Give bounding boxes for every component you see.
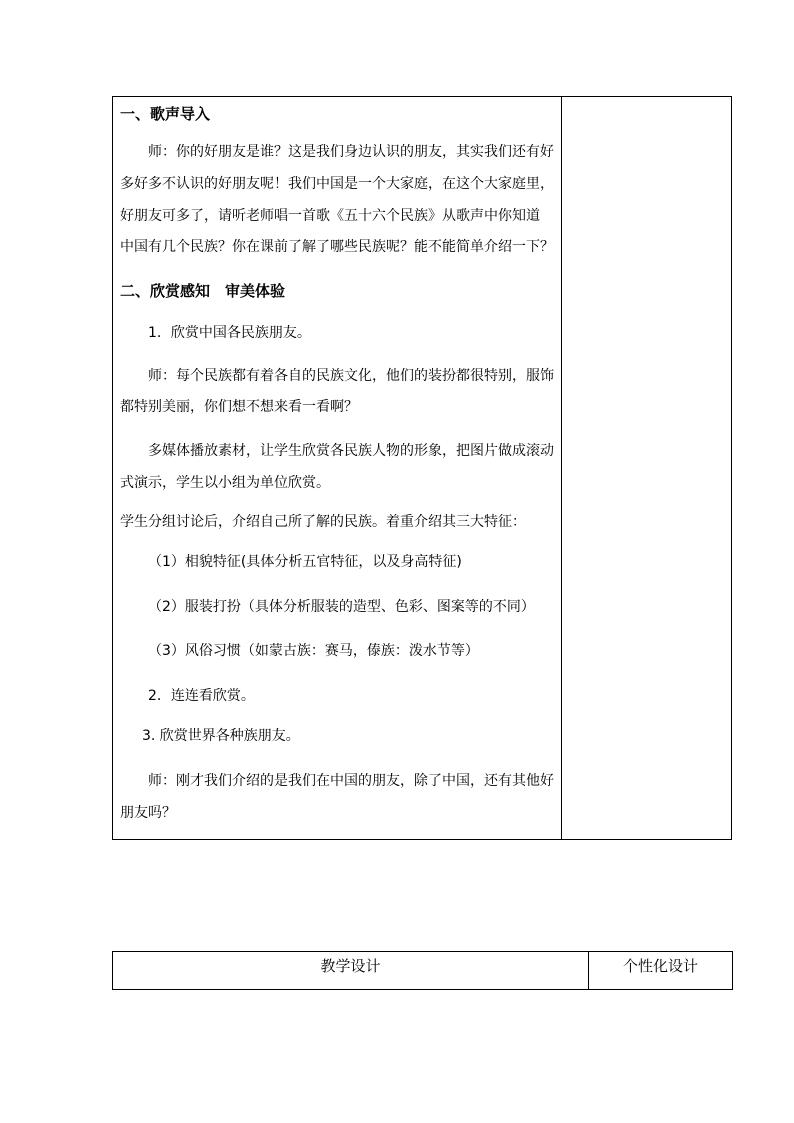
paragraph-line: 都特别美丽，你们想不想来看一看啊？ [120,399,358,415]
paragraph-line: 多媒体播放素材，让学生欣赏各民族人物的形象，把图片做成滚动 [148,443,554,459]
header-teaching-design: 教学设计 [320,957,381,975]
paragraph-line: 学生分组讨论后，介绍自己所了解的民族。着重介绍其三大特征： [120,514,526,530]
list-item-3: 3. 欣赏世界各种族朋友。 [142,728,300,744]
lesson-table [112,96,732,840]
teaching-design-cell [113,97,561,839]
feature-item: （2）服装打扮（具体分析服装的造型、色彩、图案等的不同） [148,599,535,615]
paragraph-line: 多好多不认识的好朋友呢！我们中国是一个大家庭，在这个大家庭里， [120,176,554,192]
paragraph-line: 朋友吗？ [120,805,176,821]
feature-item: （1）相貌特征(具体分析五官特征，以及身高特征) [148,554,462,570]
list-item-1: 1．欣赏中国各民族朋友。 [148,325,311,341]
paragraph-line: 师：你的好朋友是谁？这是我们身边认识的朋友，其实我们还有好 [148,144,554,160]
paragraph-line: 师：刚才我们介绍的是我们在中国的朋友，除了中国，还有其他好 [148,773,554,789]
next-page-table-header [112,951,733,990]
paragraph-line: 师：每个民族都有着各自的民族文化，他们的装扮都很特别，服饰 [148,368,554,384]
paragraph-line: 式演示，学生以小组为单位欣赏。 [120,475,330,491]
header-personalized-design: 个性化设计 [622,957,698,975]
feature-item: （3）风俗习惯（如蒙古族：赛马，傣族：泼水节等） [148,643,479,659]
section-title-song-intro: 一、歌声导入 [120,105,211,123]
column-divider [561,97,562,839]
list-item-2: 2．连连看欣赏。 [148,688,255,704]
paragraph-line: 中国有几个民族？你在课前了解了哪些民族呢？能不能简单介绍一下？ [120,239,554,255]
section-title-appreciation: 二、欣赏感知 审美体验 [120,282,286,300]
paragraph-line: 好朋友可多了，请听老师唱一首歌《五十六个民族》从歌声中你知道 [120,208,540,224]
